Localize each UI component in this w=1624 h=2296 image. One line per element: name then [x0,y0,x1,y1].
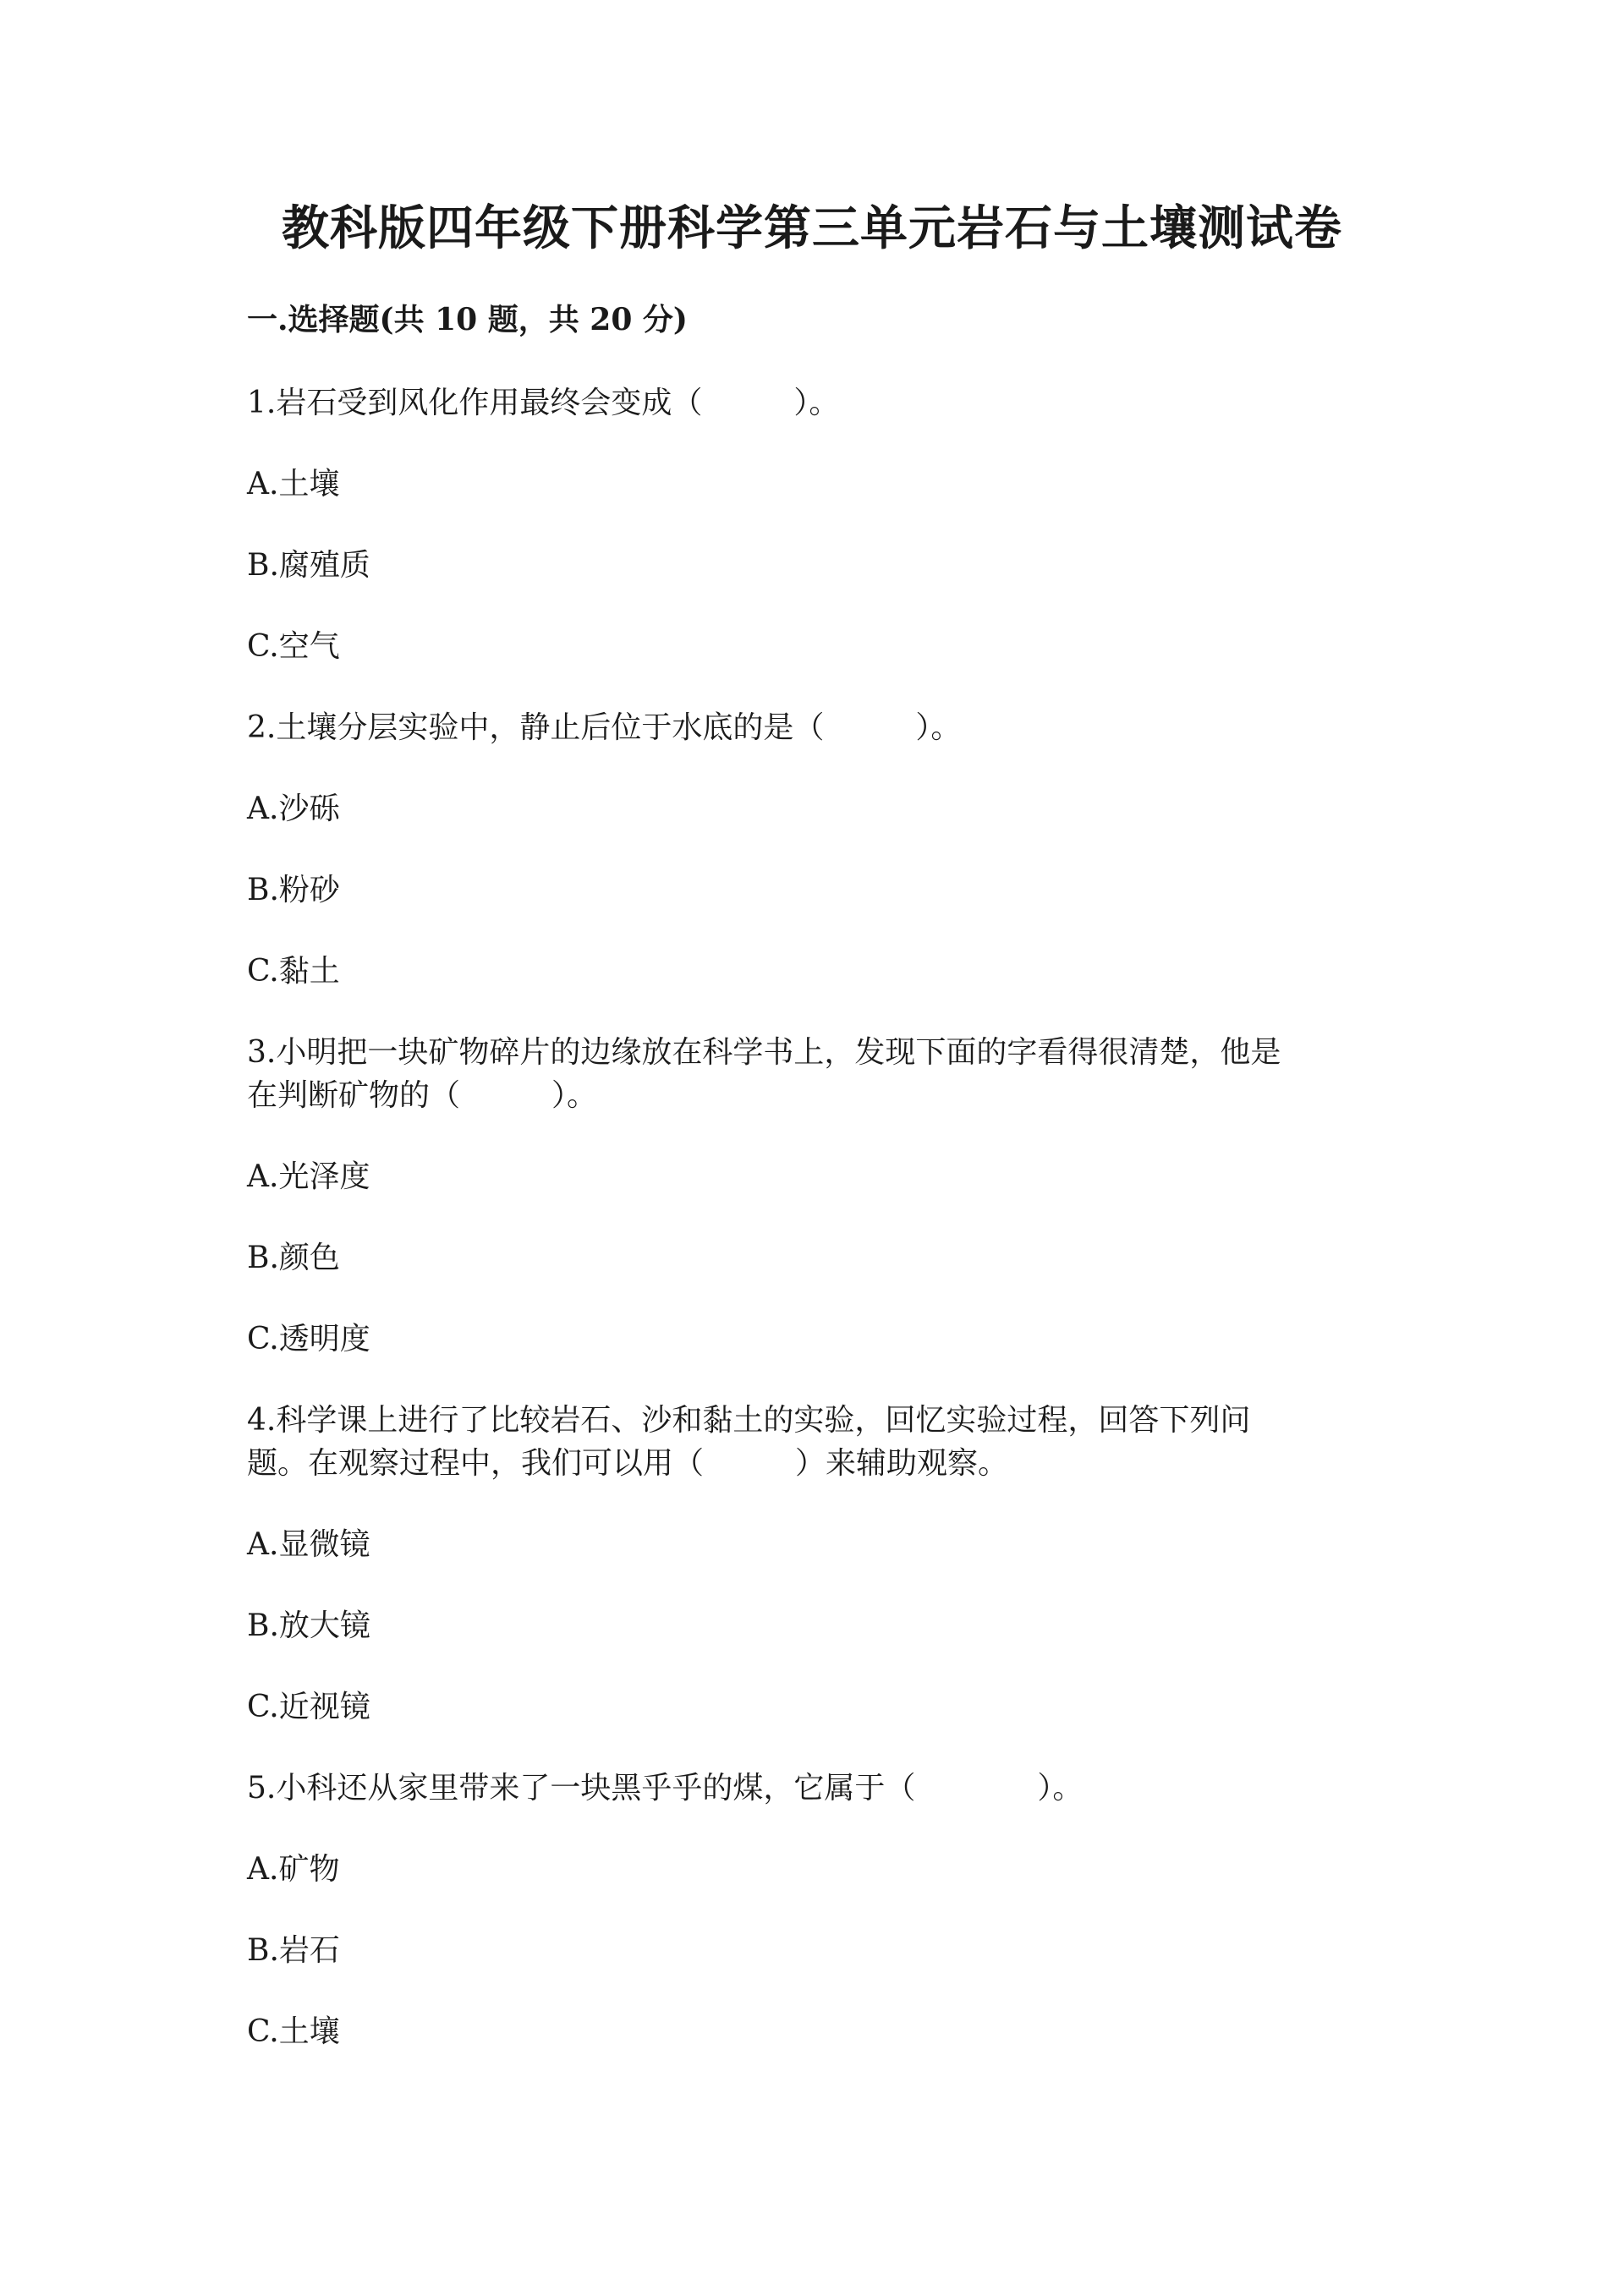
question-2-stem: 2.土壤分层实验中，静止后位于水底的是（ ）。 [247,710,962,745]
question-4-option-b: B.放大镜 [247,1608,370,1643]
question-4-stem-line-2: 题。在观察过程中，我们可以用（ ）来辅助观察。 [247,1446,1009,1481]
question-4-stem-line-1: 4.科学课上进行了比较岩石、沙和黏土的实验，回忆实验过程，回答下列问 [247,1403,1251,1438]
question-1-option-a: A.土壤 [247,467,340,501]
section-heading: 一.选择题(共 10 题，共 20 分) [247,302,688,337]
document-title: 教科版四年级下册科学第三单元岩石与土壤测试卷 [282,200,1342,256]
question-1-option-c: C.空气 [247,629,340,664]
question-2-option-a: A.沙砾 [247,792,340,826]
question-3-stem-line-2: 在判断矿物的（ ）。 [247,1078,598,1113]
question-4-option-a: A.显微镜 [247,1527,370,1562]
question-5-option-c: C.土壤 [247,2014,340,2049]
question-3-stem-line-1: 3.小明把一块矿物碎片的边缘放在科学书上，发现下面的字看得很清楚，他是 [247,1035,1281,1070]
question-3-option-a: A.光泽度 [247,1159,370,1194]
question-5-option-a: A.矿物 [247,1852,340,1887]
question-2-option-c: C.黏土 [247,954,340,989]
question-4-option-c: C.近视镜 [247,1690,370,1724]
question-5-stem: 5.小科还从家里带来了一块黑乎乎的煤，它属于（ ）。 [247,1771,1084,1806]
question-1-option-b: B.腐殖质 [247,548,370,583]
question-5-option-b: B.岩石 [247,1933,340,1968]
question-2-option-b: B.粉砂 [247,873,340,907]
question-1-stem: 1.岩石受到风化作用最终会变成（ ）。 [247,386,840,420]
question-3-option-c: C.透明度 [247,1322,370,1356]
question-3-option-b: B.颜色 [247,1241,340,1275]
